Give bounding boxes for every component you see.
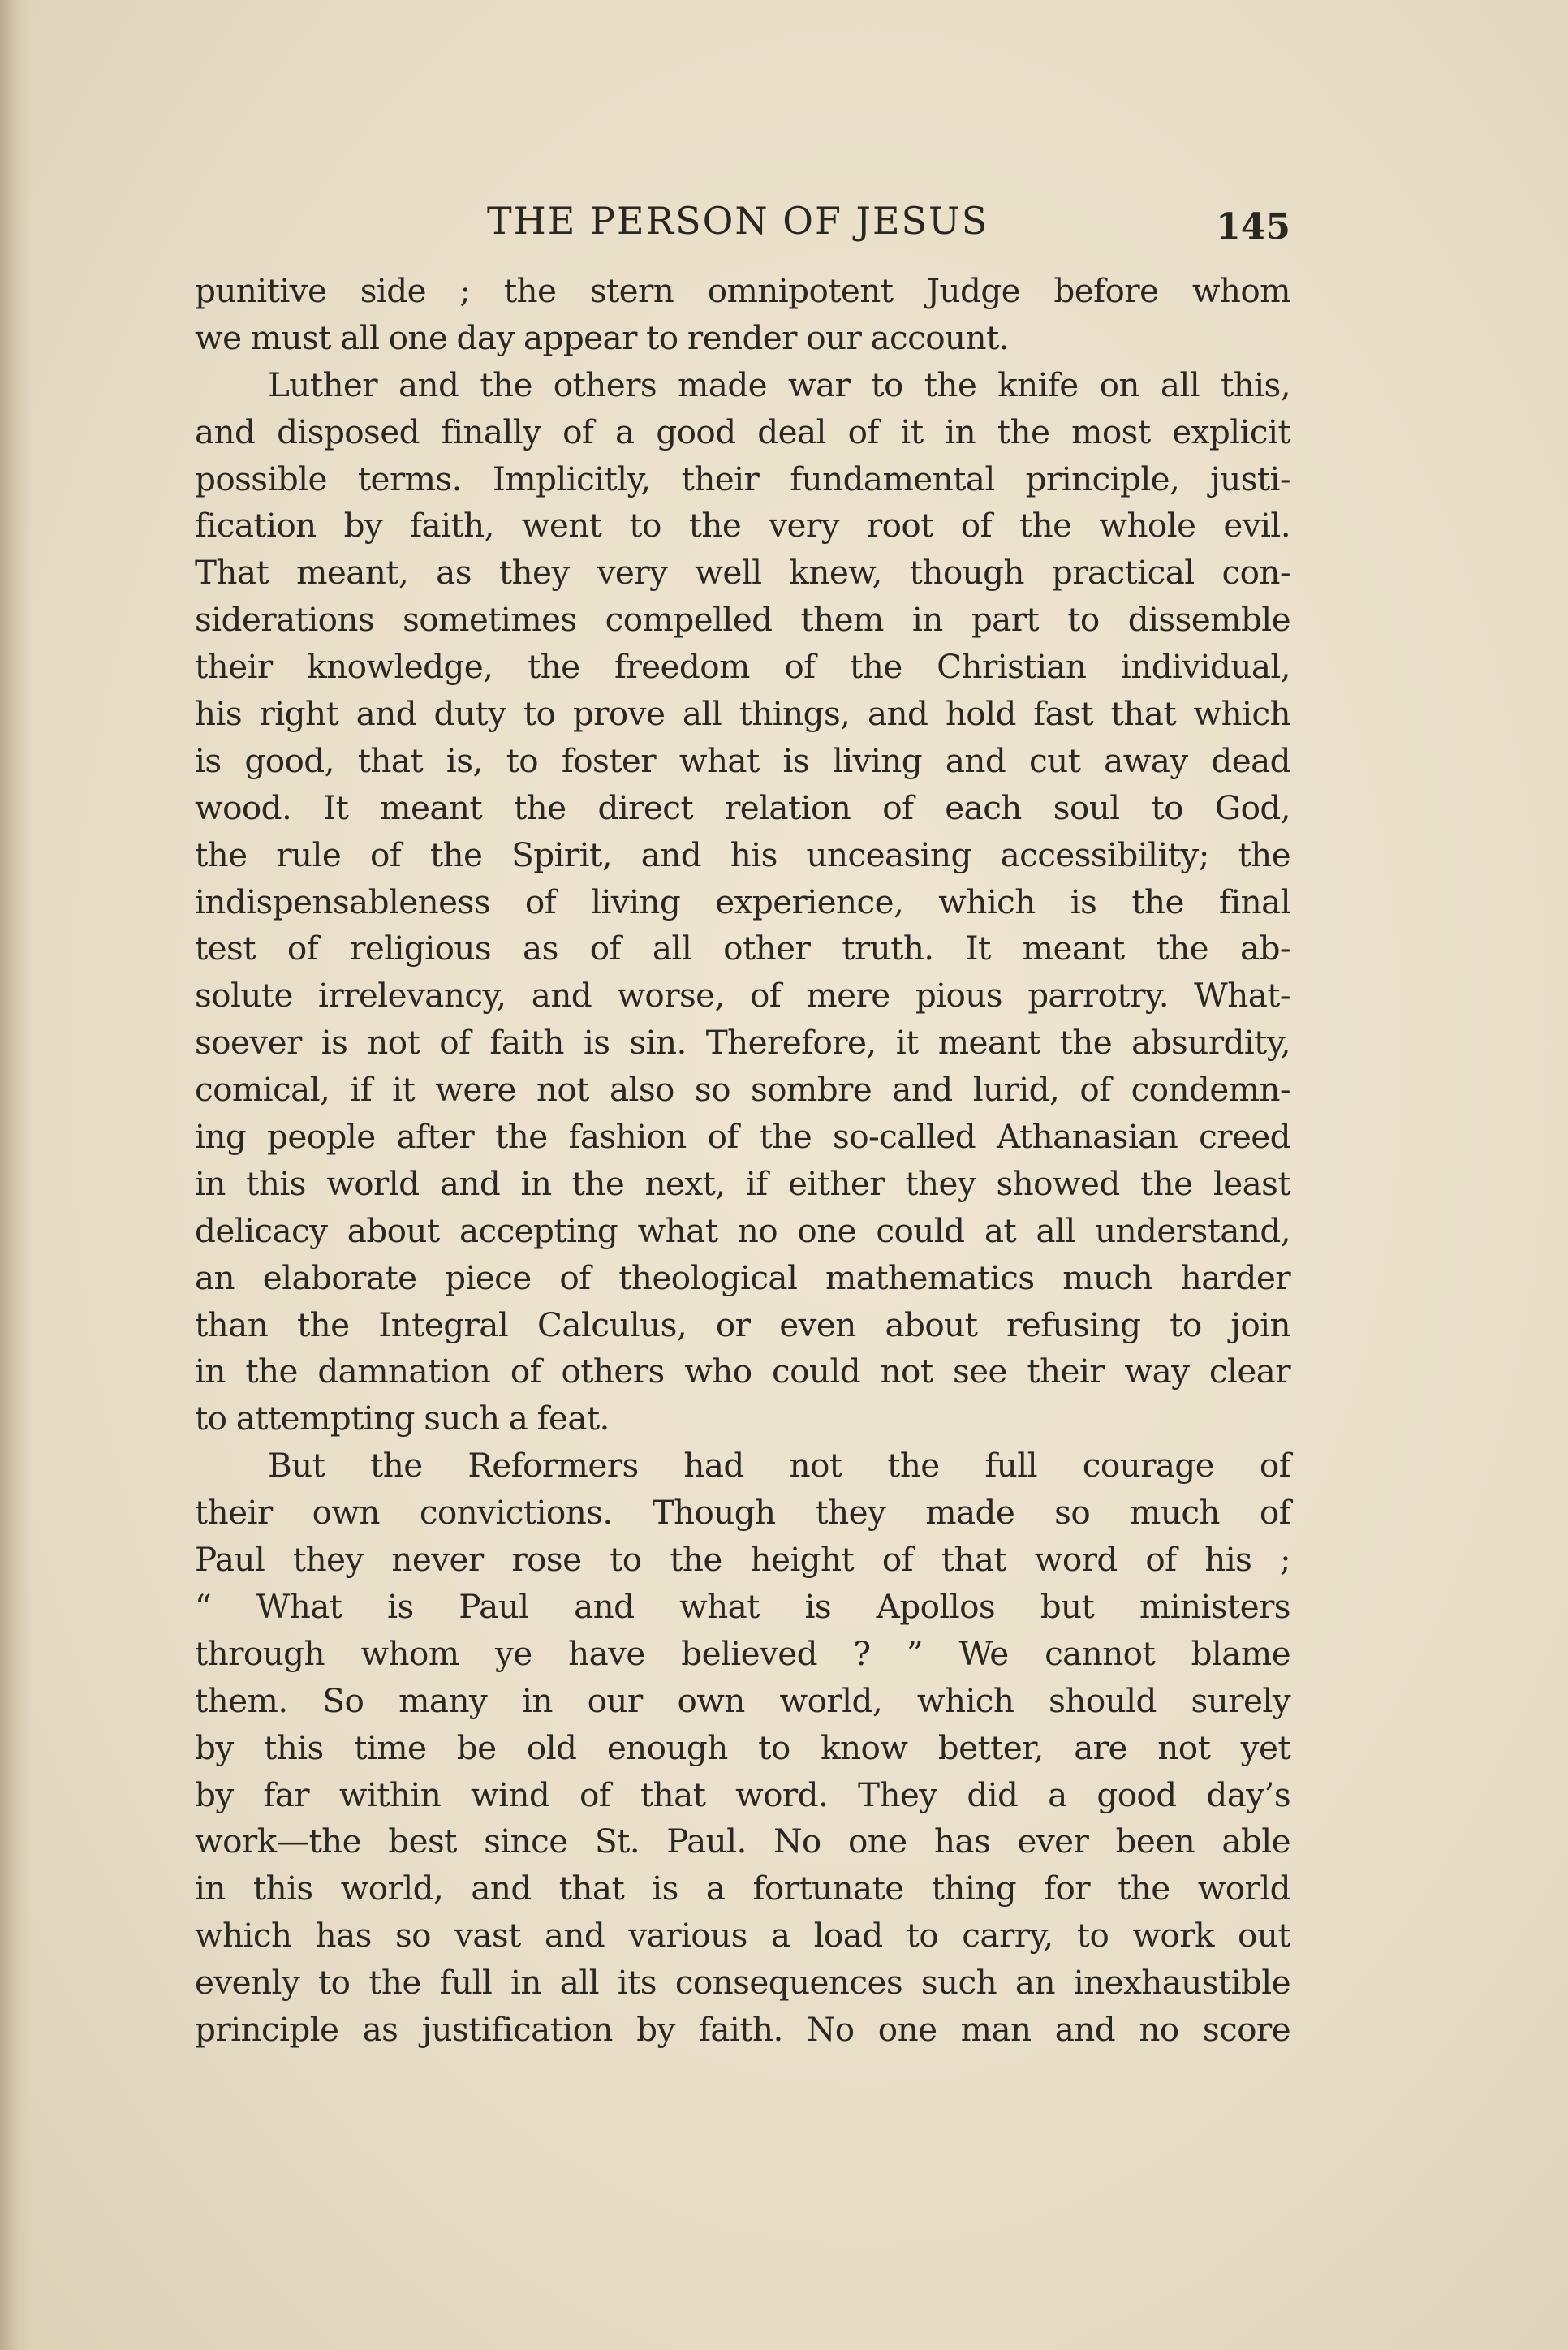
text-line: test of religious as of all other truth. It meant the ab- (195, 929, 1290, 968)
text-line: ing people after the fashion of the so-called Athanasian creed (195, 1117, 1290, 1157)
text-line: their own convictions. Though they made so much of (195, 1493, 1290, 1533)
text-line: an elaborate piece of theological mathematics much harder (195, 1257, 1290, 1297)
text-line: we must all one day appear to render our account. (195, 317, 1009, 357)
text-line: and disposed finally of a good deal of it in the most explicit (195, 412, 1290, 451)
text-line: evenly to the full in all its consequences such an inexhaustible (195, 1963, 1290, 2003)
text-line: work—the best since St. Paul. No one has ever been able (195, 1822, 1290, 1861)
text-line: “ What is Paul and what is Apollos but ministers (195, 1586, 1290, 1626)
text-line: indispensableness of living experience, which is the final (195, 882, 1290, 921)
text-line: in this world, and that is a fortunate thing for the world (195, 1869, 1290, 1908)
text-line: soever is not of faith is sin. Therefore, it meant the absurdity, (195, 1023, 1290, 1063)
text-line: That meant, as they very well knew, though practical con- (195, 553, 1290, 593)
text-line: wood. It meant the direct relation of each soul to God, (195, 787, 1290, 827)
page-number: 145 (1216, 206, 1290, 248)
text-line: siderations sometimes compelled them in part to dissemble (195, 600, 1290, 640)
text-line: possible terms. Implicitly, their fundamental principle, justi- (195, 459, 1290, 498)
text-line: them. So many in our own world, which should surely (195, 1680, 1290, 1720)
text-line: principle as justification by faith. No one man and no score (195, 2009, 1290, 2049)
text-line: delicacy about accepting what no one could at all understand, (195, 1210, 1290, 1250)
page-header (195, 188, 1290, 253)
text-line: solute irrelevancy, and worse, of mere pious parrotry. What- (195, 976, 1290, 1015)
text-line: in the damnation of others who could not see their way clear (195, 1352, 1290, 1391)
text-line: Paul they never rose to the height of that word of his ; (195, 1540, 1290, 1580)
text-line: comical, if it were not also so sombre and lurid, of condemn- (195, 1070, 1290, 1110)
text-line: in this world and in the next, if either they showed the least (195, 1163, 1290, 1203)
text-line: the rule of the Spirit, and his unceasing accessibility; the (195, 834, 1290, 874)
running-head: THE PERSON OF JESUS (487, 199, 989, 243)
text-line: fication by faith, went to the very root of the whole evil. (195, 506, 1290, 545)
spine-shadow (0, 0, 32, 2350)
text-line: is good, that is, to foster what is living and cut away dead (195, 740, 1290, 780)
text-line: Luther and the others made war to the knife on all this, (268, 364, 1290, 404)
text-line: his right and duty to prove all things, and hold fast that which (195, 694, 1290, 734)
text-line: punitive side ; the stern omnipotent Judge before whom (195, 271, 1290, 310)
text-line: But the Reformers had not the full courage of (268, 1446, 1290, 1485)
text-line: through whom ye have believed ? ” We cannot blame (195, 1633, 1290, 1673)
text-line: than the Integral Calculus, or even about refusing to join (195, 1304, 1290, 1344)
text-line: by this time be old enough to know better, are not yet (195, 1727, 1290, 1767)
text-line: their knowledge, the freedom of the Christian individual, (195, 647, 1290, 687)
text-line: by far within wind of that word. They did a good day’s (195, 1774, 1290, 1814)
text-line: to attempting such a feat. (195, 1399, 610, 1438)
body-text (195, 268, 1290, 2054)
text-line: which has so vast and various a load to carry, to work out (195, 1916, 1290, 1955)
